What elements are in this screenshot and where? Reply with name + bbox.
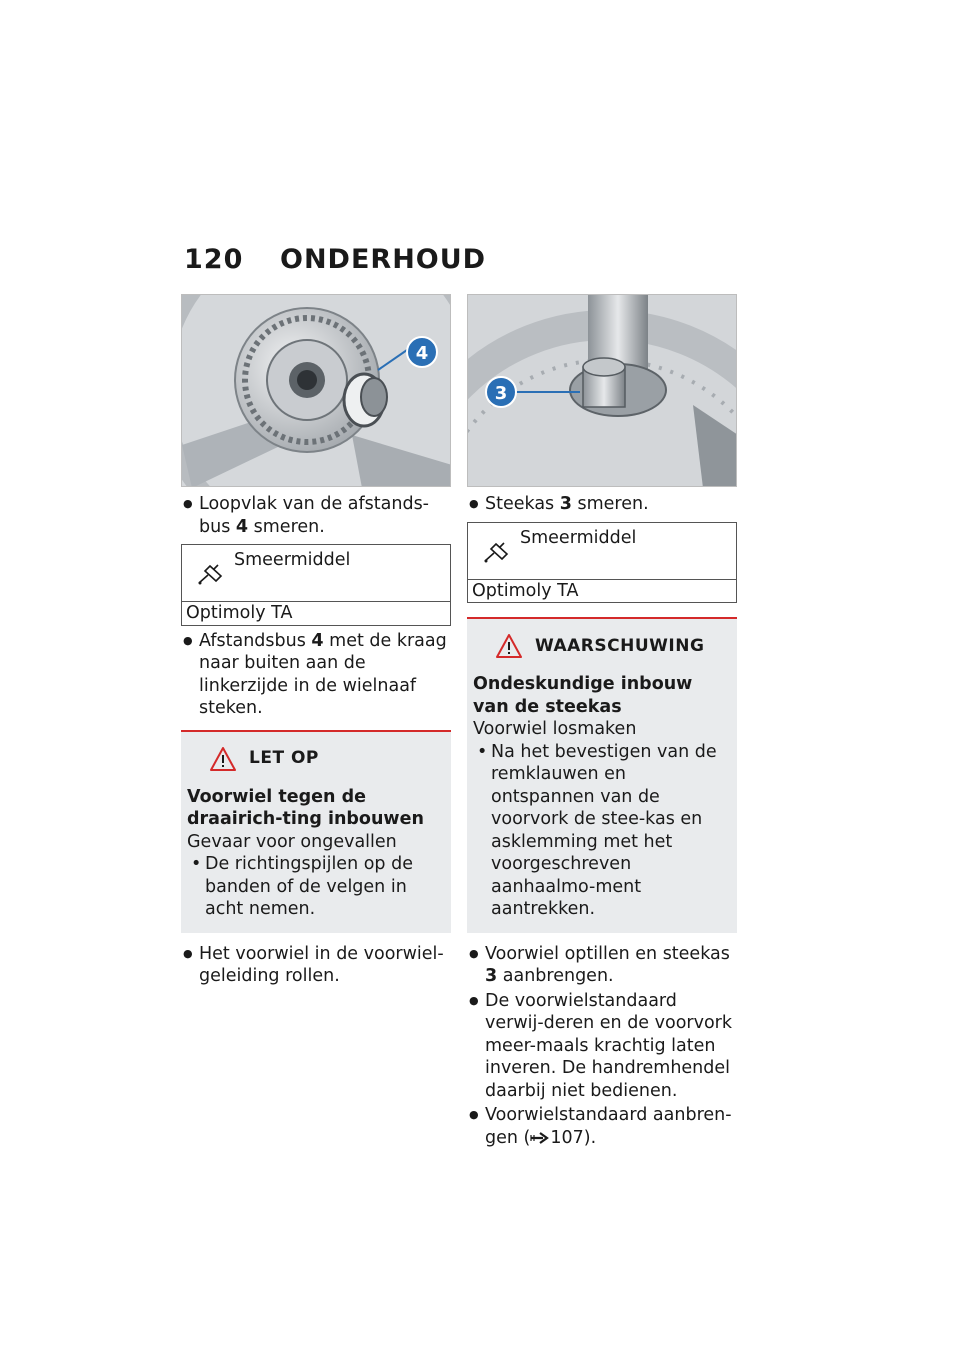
caution-cause: Gevaar voor ongevallen	[187, 831, 397, 852]
ref-number: 4	[235, 516, 249, 537]
lubricant-table	[467, 522, 737, 604]
page-reference-arrow-icon	[530, 1132, 550, 1144]
ref-number: 4	[311, 630, 324, 651]
spacer-figure	[181, 294, 451, 487]
ref-number: 3	[559, 494, 572, 514]
page-reference-link[interactable]: 107	[550, 1127, 584, 1148]
warning-action: • Na het bevestigen van de remklauwen en ontspannen van de voorvork de stee-kas en asklemming met het voorgeschreven aanhaalmo-ment aantrekken.	[473, 741, 729, 921]
step-text: Steekas	[485, 494, 560, 514]
step-text: Afstandsbus	[199, 630, 312, 651]
step-text-end: ).	[583, 1127, 597, 1148]
step-text: Voorwielstandaard aanbren-gen (	[485, 1105, 732, 1148]
ref-number: 3	[485, 966, 498, 986]
step-text-end: aanbrengen.	[497, 966, 614, 986]
step-text: Voorwiel optillen en steekas	[485, 943, 730, 964]
step-text-end: smeren.	[248, 516, 325, 537]
page-header	[184, 244, 486, 275]
step-insert-axle	[467, 943, 737, 988]
page-number: 120	[184, 244, 244, 275]
caution-box	[181, 730, 451, 933]
warning-heading: Ondeskundige inbouw van de steekas	[473, 674, 693, 717]
left-column	[181, 294, 451, 988]
right-column	[467, 294, 737, 1149]
caution-title: LET OP	[249, 748, 319, 769]
warning-cause: Voorwiel losmaken	[473, 719, 637, 739]
axle-figure	[467, 294, 737, 487]
step-fit-stand	[467, 1104, 737, 1149]
step-lubricate-axle	[467, 493, 737, 516]
step-text: Loopvlak van de afstands-bus	[199, 494, 429, 537]
lubricant-table	[181, 544, 451, 626]
lubricant-value: Optimoly TA	[186, 603, 293, 623]
figure-callout-3: 3	[494, 383, 508, 404]
page-title: ONDERHOUD	[280, 244, 487, 275]
warning-triangle-icon	[495, 633, 523, 659]
grease-gun-icon	[196, 561, 226, 587]
warning-triangle-icon	[209, 746, 237, 772]
figure-callout-4: 4	[415, 343, 429, 364]
step-roll-wheel: ● Het voorwiel in de voorwiel-geleiding rollen.	[181, 943, 451, 988]
warning-box	[467, 617, 737, 933]
lubricant-value: Optimoly TA	[472, 580, 579, 601]
step-lubricate-spacer	[181, 493, 451, 538]
lubricant-label: Smeermiddel	[234, 550, 351, 570]
lubricant-label: Smeermiddel	[520, 527, 637, 548]
step-text-end: smeren.	[571, 494, 649, 514]
grease-gun-icon	[482, 539, 512, 565]
step-insert-spacer	[181, 630, 451, 720]
warning-title: WAARSCHUWING	[535, 635, 705, 656]
caution-heading: Voorwiel tegen de draairich-ting inbouwen	[187, 786, 424, 829]
step-remove-stand: ● De voorwielstandaard verwij-deren en de voorvork meer-maals krachtig laten inveren. De handremhendel daarbij niet bedienen.	[467, 990, 737, 1103]
caution-action: • De richtingspijlen op de banden of de velgen in acht nemen.	[187, 853, 443, 921]
step-text-end: met de kraag naar buiten aan de linkerzijde in de wielnaaf steken.	[199, 630, 447, 718]
